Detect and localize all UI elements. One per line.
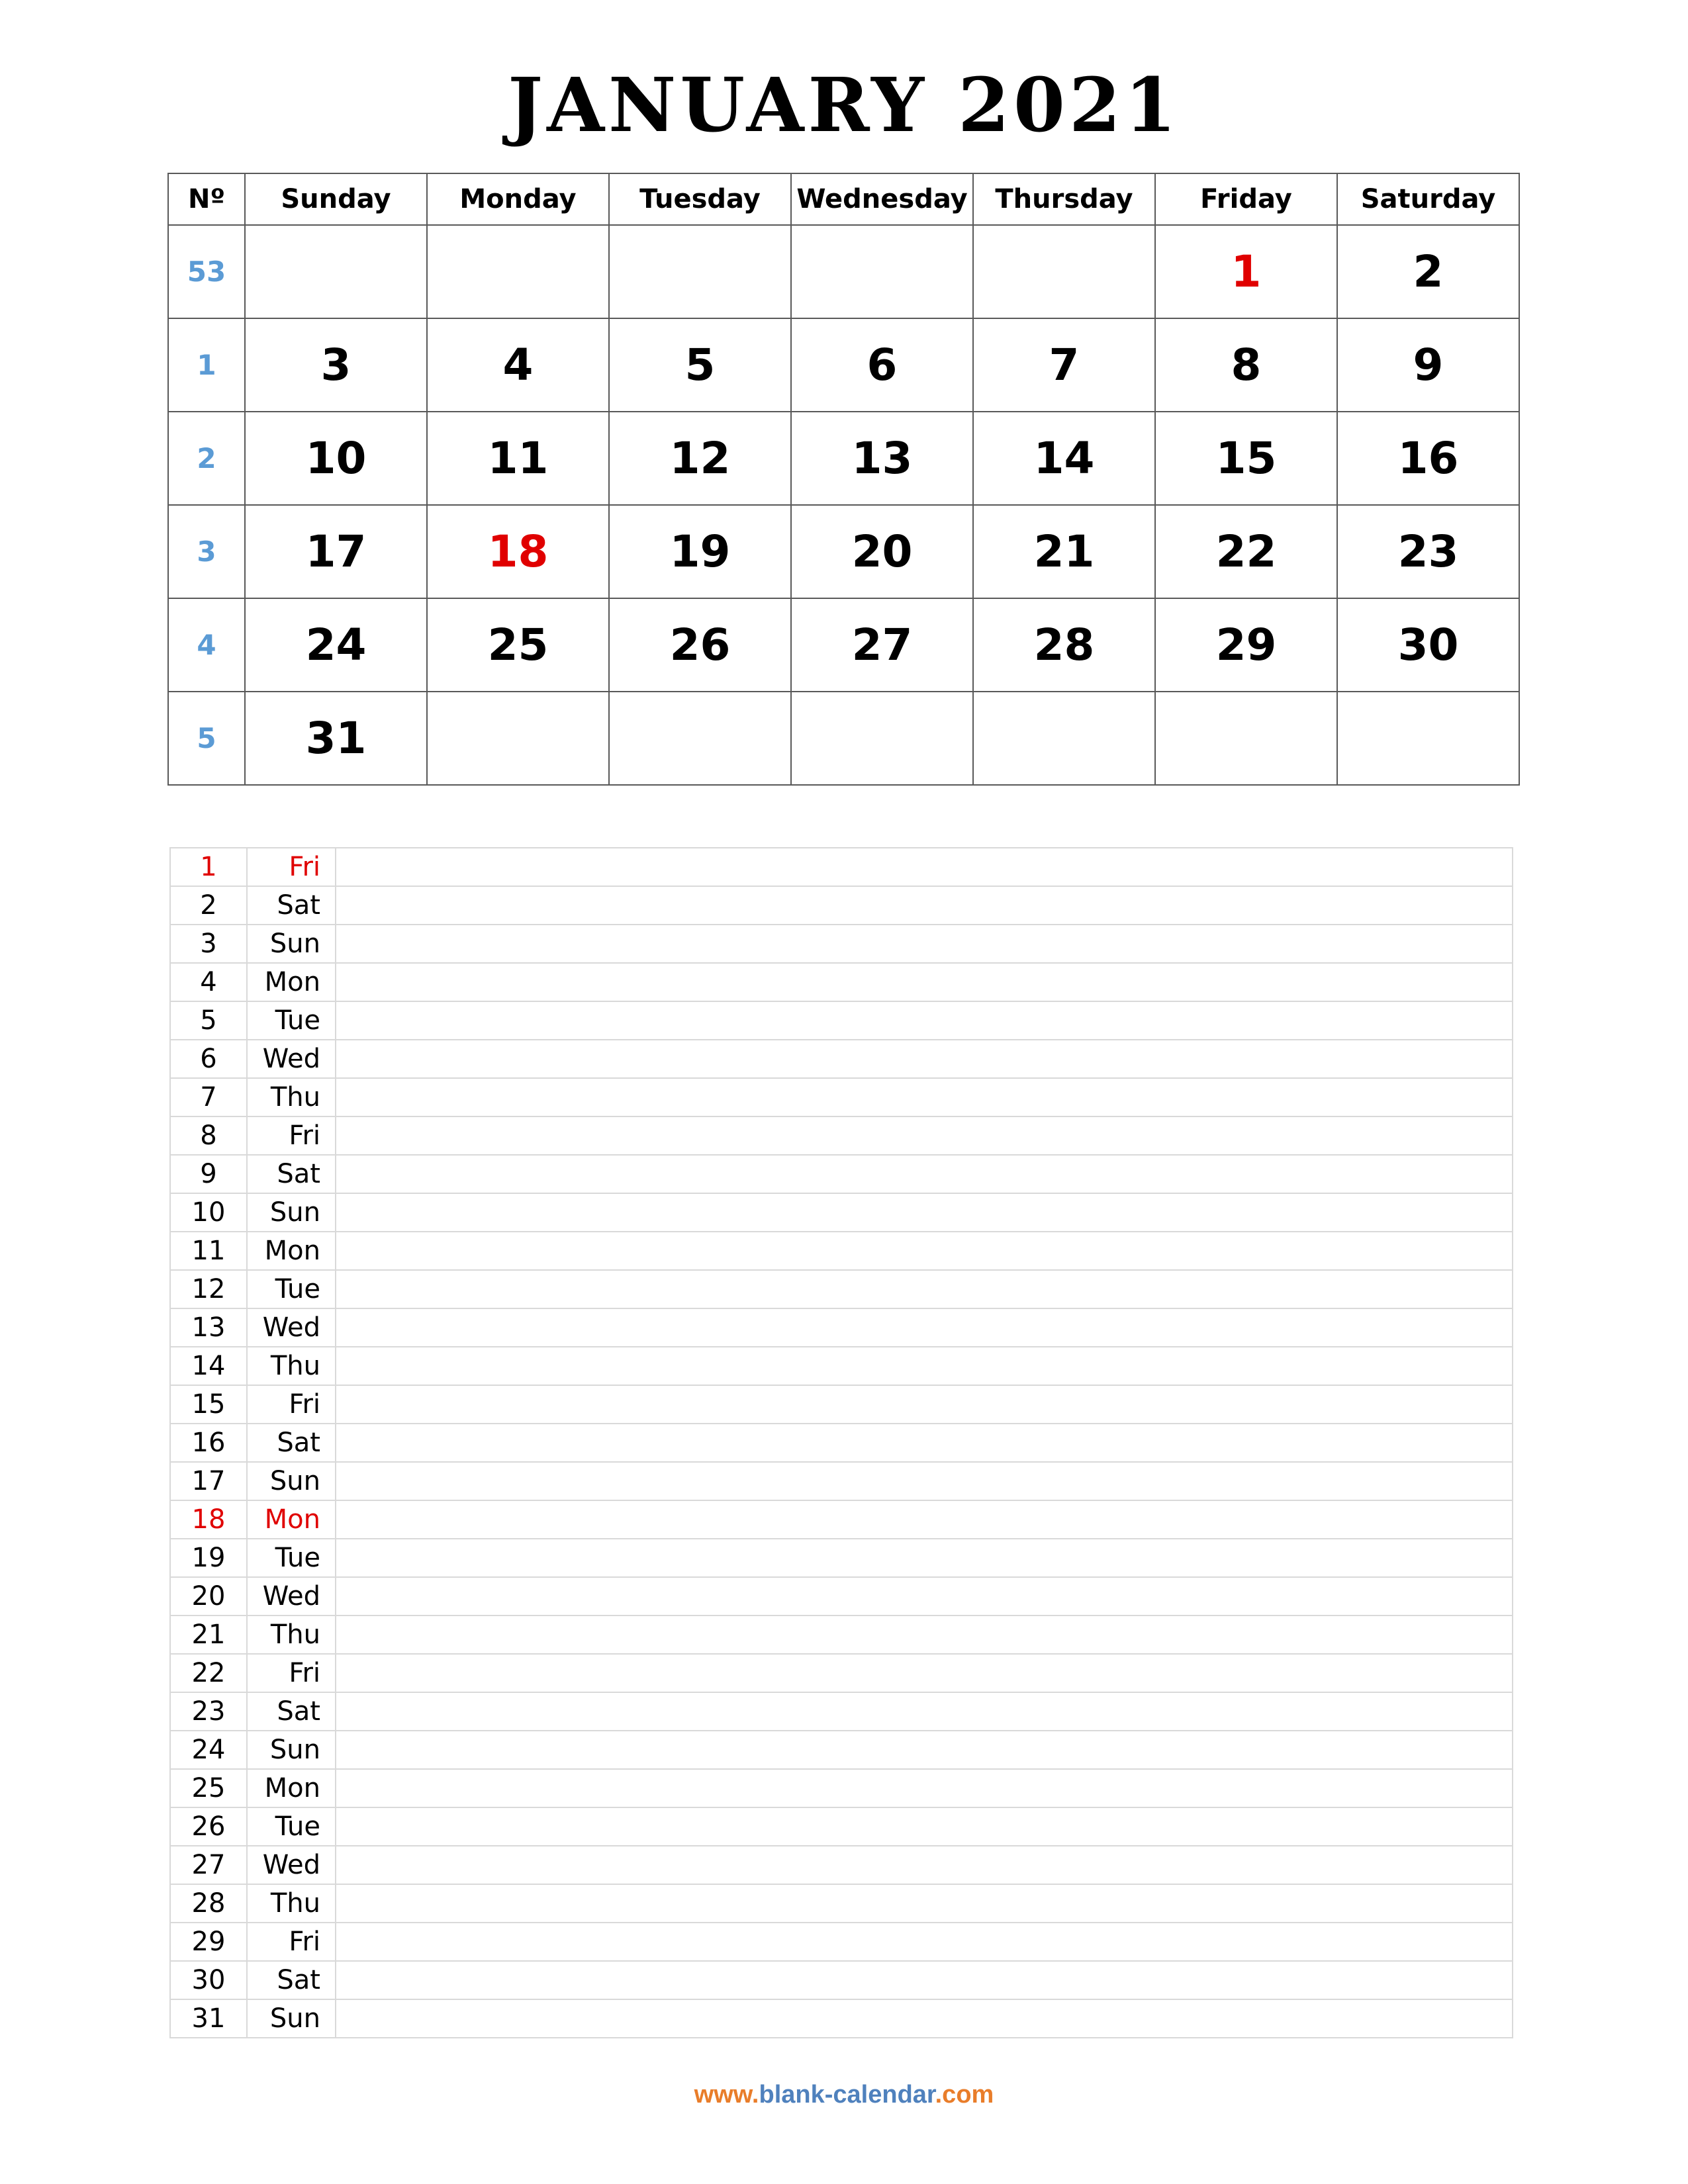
week-row <box>168 412 1519 505</box>
list-row <box>170 1500 1513 1539</box>
list-day-name: Sat <box>247 1961 336 1999</box>
empty-day-cell <box>1337 692 1519 785</box>
list-row <box>170 1539 1513 1577</box>
list-day-number: 20 <box>170 1577 247 1615</box>
list-note-cell[interactable] <box>336 1078 1513 1116</box>
list-day-name: Mon <box>247 1769 336 1807</box>
list-row <box>170 963 1513 1001</box>
day-cell: 17 <box>245 505 427 598</box>
list-row <box>170 1040 1513 1078</box>
day-cell: 26 <box>609 598 791 692</box>
list-day-name: Mon <box>247 963 336 1001</box>
list-note-cell[interactable] <box>336 1961 1513 1999</box>
list-day-number: 1 <box>170 848 247 886</box>
list-day-number: 14 <box>170 1347 247 1385</box>
list-row <box>170 1078 1513 1116</box>
list-note-cell[interactable] <box>336 1308 1513 1347</box>
week-row <box>168 692 1519 785</box>
list-row <box>170 1654 1513 1692</box>
list-row <box>170 1884 1513 1923</box>
list-day-number: 16 <box>170 1424 247 1462</box>
weekday-header-wednesday: Wednesday <box>791 173 973 225</box>
list-day-number: 12 <box>170 1270 247 1308</box>
list-day-number: 22 <box>170 1654 247 1692</box>
list-day-number: 5 <box>170 1001 247 1040</box>
list-row <box>170 1731 1513 1769</box>
list-row <box>170 886 1513 925</box>
list-row <box>170 1193 1513 1232</box>
list-note-cell[interactable] <box>336 1500 1513 1539</box>
list-row <box>170 1577 1513 1615</box>
empty-day-cell <box>973 225 1155 318</box>
day-cell: 27 <box>791 598 973 692</box>
list-note-cell[interactable] <box>336 848 1513 886</box>
list-day-name: Sun <box>247 1731 336 1769</box>
list-day-number: 27 <box>170 1846 247 1884</box>
list-day-name: Sat <box>247 1692 336 1731</box>
day-cell: 13 <box>791 412 973 505</box>
list-note-cell[interactable] <box>336 1923 1513 1961</box>
list-note-cell[interactable] <box>336 1731 1513 1769</box>
list-day-number: 31 <box>170 1999 247 2038</box>
list-note-cell[interactable] <box>336 1539 1513 1577</box>
list-day-name: Sat <box>247 1155 336 1193</box>
footer-suffix: .com <box>935 2081 994 2109</box>
day-cell: 6 <box>791 318 973 412</box>
empty-day-cell <box>973 692 1155 785</box>
list-row <box>170 1424 1513 1462</box>
empty-day-cell <box>791 225 973 318</box>
list-note-cell[interactable] <box>336 1692 1513 1731</box>
empty-day-cell <box>609 692 791 785</box>
day-cell: 19 <box>609 505 791 598</box>
list-note-cell[interactable] <box>336 1846 1513 1884</box>
list-day-name: Fri <box>247 848 336 886</box>
day-cell: 21 <box>973 505 1155 598</box>
day-cell: 10 <box>245 412 427 505</box>
list-row <box>170 1155 1513 1193</box>
list-day-name: Sun <box>247 1462 336 1500</box>
list-day-number: 10 <box>170 1193 247 1232</box>
list-day-name: Fri <box>247 1654 336 1692</box>
list-note-cell[interactable] <box>336 1193 1513 1232</box>
list-note-cell[interactable] <box>336 1347 1513 1385</box>
list-day-number: 24 <box>170 1731 247 1769</box>
list-day-name: Thu <box>247 1615 336 1654</box>
list-row <box>170 1116 1513 1155</box>
day-cell: 31 <box>245 692 427 785</box>
list-day-number: 21 <box>170 1615 247 1654</box>
list-note-cell[interactable] <box>336 886 1513 925</box>
list-row <box>170 1347 1513 1385</box>
list-day-name: Wed <box>247 1577 336 1615</box>
list-row <box>170 1462 1513 1500</box>
list-day-name: Mon <box>247 1500 336 1539</box>
list-day-number: 25 <box>170 1769 247 1807</box>
list-day-number: 29 <box>170 1923 247 1961</box>
footer-prefix: www. <box>694 2081 759 2109</box>
list-day-number: 19 <box>170 1539 247 1577</box>
week-row <box>168 225 1519 318</box>
day-cell: 11 <box>427 412 609 505</box>
list-row <box>170 1769 1513 1807</box>
list-note-cell[interactable] <box>336 1116 1513 1155</box>
list-day-name: Fri <box>247 1116 336 1155</box>
list-note-cell[interactable] <box>336 1577 1513 1615</box>
week-row <box>168 318 1519 412</box>
list-day-name: Tue <box>247 1539 336 1577</box>
day-cell: 14 <box>973 412 1155 505</box>
list-day-name: Sat <box>247 886 336 925</box>
month-grid <box>167 173 1520 786</box>
list-day-name: Fri <box>247 1385 336 1424</box>
list-day-name: Wed <box>247 1040 336 1078</box>
list-day-name: Tue <box>247 1807 336 1846</box>
list-note-cell[interactable] <box>336 963 1513 1001</box>
list-day-number: 15 <box>170 1385 247 1424</box>
list-day-number: 2 <box>170 886 247 925</box>
list-note-cell[interactable] <box>336 1385 1513 1424</box>
week-number: 5 <box>168 692 245 785</box>
list-note-cell[interactable] <box>336 1001 1513 1040</box>
day-cell: 18 <box>427 505 609 598</box>
day-cell: 5 <box>609 318 791 412</box>
day-cell: 23 <box>1337 505 1519 598</box>
week-number: 53 <box>168 225 245 318</box>
empty-day-cell <box>427 692 609 785</box>
list-day-number: 30 <box>170 1961 247 1999</box>
day-cell: 29 <box>1155 598 1337 692</box>
empty-day-cell <box>609 225 791 318</box>
day-cell: 30 <box>1337 598 1519 692</box>
list-row <box>170 1001 1513 1040</box>
list-note-cell[interactable] <box>336 1424 1513 1462</box>
list-row <box>170 848 1513 886</box>
list-day-name: Wed <box>247 1308 336 1347</box>
week-number: 3 <box>168 505 245 598</box>
week-number: 2 <box>168 412 245 505</box>
daily-notes-list <box>169 847 1513 2038</box>
list-day-number: 8 <box>170 1116 247 1155</box>
day-cell: 1 <box>1155 225 1337 318</box>
list-day-name: Sun <box>247 925 336 963</box>
calendar-title: JANUARY 2021 <box>508 62 1180 149</box>
list-row <box>170 1807 1513 1846</box>
list-note-cell[interactable] <box>336 1884 1513 1923</box>
list-note-cell[interactable] <box>336 1807 1513 1846</box>
day-cell: 25 <box>427 598 609 692</box>
day-cell: 12 <box>609 412 791 505</box>
list-row <box>170 1846 1513 1884</box>
day-cell: 16 <box>1337 412 1519 505</box>
list-day-number: 13 <box>170 1308 247 1347</box>
list-note-cell[interactable] <box>336 1270 1513 1308</box>
list-row <box>170 1692 1513 1731</box>
day-cell: 8 <box>1155 318 1337 412</box>
list-day-number: 3 <box>170 925 247 963</box>
list-day-name: Sun <box>247 1999 336 2038</box>
day-cell: 28 <box>973 598 1155 692</box>
list-note-cell[interactable] <box>336 1155 1513 1193</box>
day-cell: 4 <box>427 318 609 412</box>
list-day-number: 9 <box>170 1155 247 1193</box>
weekday-header-thursday: Thursday <box>973 173 1155 225</box>
list-note-cell[interactable] <box>336 1462 1513 1500</box>
weekday-header-friday: Friday <box>1155 173 1337 225</box>
day-cell: 2 <box>1337 225 1519 318</box>
list-day-number: 28 <box>170 1884 247 1923</box>
weekday-header-sunday: Sunday <box>245 173 427 225</box>
list-day-name: Thu <box>247 1884 336 1923</box>
day-cell: 24 <box>245 598 427 692</box>
day-cell: 9 <box>1337 318 1519 412</box>
list-day-name: Thu <box>247 1078 336 1116</box>
list-day-number: 11 <box>170 1232 247 1270</box>
week-row <box>168 505 1519 598</box>
day-cell: 3 <box>245 318 427 412</box>
list-note-cell[interactable] <box>336 1615 1513 1654</box>
empty-day-cell <box>245 225 427 318</box>
list-note-cell[interactable] <box>336 1654 1513 1692</box>
list-note-cell[interactable] <box>336 1040 1513 1078</box>
empty-day-cell <box>427 225 609 318</box>
day-cell: 22 <box>1155 505 1337 598</box>
day-cell: 20 <box>791 505 973 598</box>
list-row <box>170 1923 1513 1961</box>
footer-domain: blank-calendar <box>759 2081 935 2109</box>
empty-day-cell <box>791 692 973 785</box>
weekday-header-row <box>168 173 1519 225</box>
day-cell: 15 <box>1155 412 1337 505</box>
list-day-name: Tue <box>247 1001 336 1040</box>
list-note-cell[interactable] <box>336 1232 1513 1270</box>
list-day-name: Fri <box>247 1923 336 1961</box>
list-note-cell[interactable] <box>336 925 1513 963</box>
list-day-name: Sat <box>247 1424 336 1462</box>
list-day-number: 18 <box>170 1500 247 1539</box>
list-day-number: 17 <box>170 1462 247 1500</box>
week-number-header: Nº <box>168 173 245 225</box>
list-day-name: Thu <box>247 1347 336 1385</box>
list-row <box>170 925 1513 963</box>
list-row <box>170 1232 1513 1270</box>
list-row <box>170 1308 1513 1347</box>
empty-day-cell <box>1155 692 1337 785</box>
list-row <box>170 1270 1513 1308</box>
list-row <box>170 1999 1513 2038</box>
list-row <box>170 1385 1513 1424</box>
weekday-header-saturday: Saturday <box>1337 173 1519 225</box>
list-day-number: 6 <box>170 1040 247 1078</box>
list-day-name: Tue <box>247 1270 336 1308</box>
week-row <box>168 598 1519 692</box>
list-day-name: Mon <box>247 1232 336 1270</box>
weekday-header-monday: Monday <box>427 173 609 225</box>
weekday-header-tuesday: Tuesday <box>609 173 791 225</box>
list-note-cell[interactable] <box>336 1769 1513 1807</box>
list-note-cell[interactable] <box>336 1999 1513 2038</box>
list-day-name: Sun <box>247 1193 336 1232</box>
list-day-number: 23 <box>170 1692 247 1731</box>
week-number: 4 <box>168 598 245 692</box>
list-day-name: Wed <box>247 1846 336 1884</box>
list-day-number: 4 <box>170 963 247 1001</box>
list-row <box>170 1961 1513 1999</box>
list-day-number: 26 <box>170 1807 247 1846</box>
list-row <box>170 1615 1513 1654</box>
day-cell: 7 <box>973 318 1155 412</box>
list-day-number: 7 <box>170 1078 247 1116</box>
week-number: 1 <box>168 318 245 412</box>
footer-website[interactable] <box>0 2078 1688 2111</box>
